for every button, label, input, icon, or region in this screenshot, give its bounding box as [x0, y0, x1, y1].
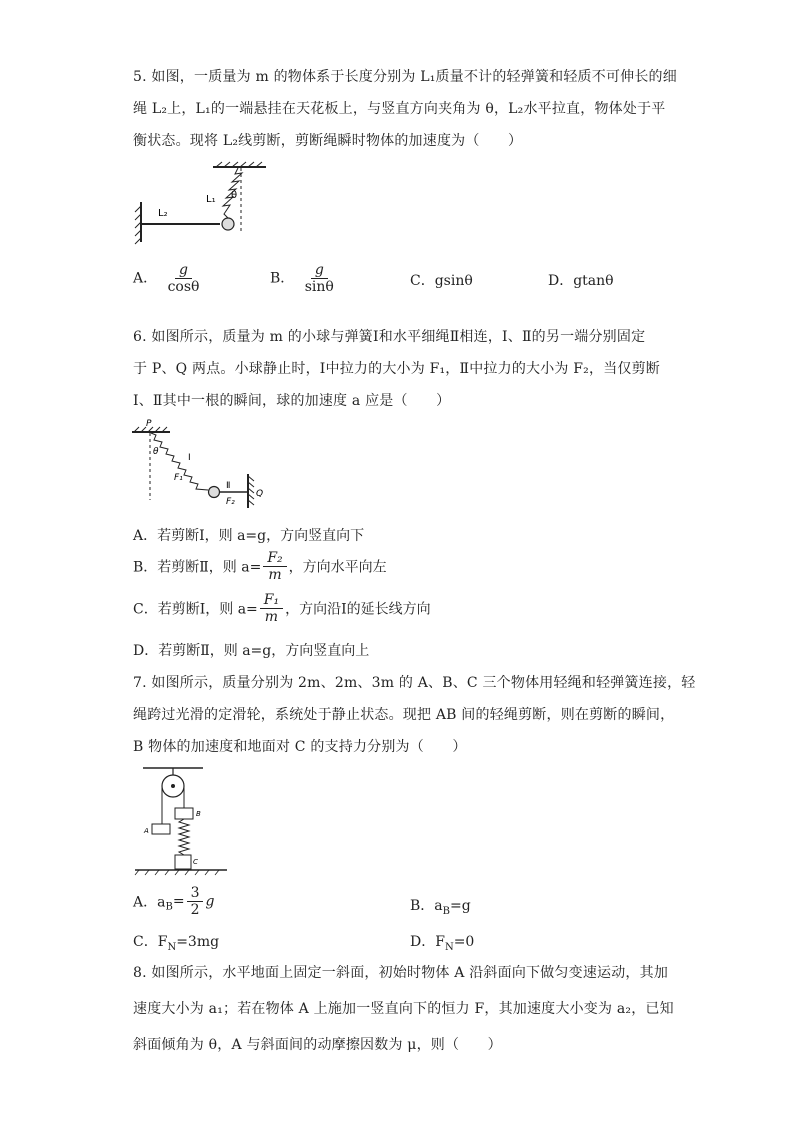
q5-option-b: B． $\frac{g}{\sin\theta}$	[270, 262, 334, 296]
q6-option-c: C．若剪断Ⅰ，则 a= $\frac{\text{F₁}}{m}$ ，方向沿Ⅰ的延长线方向	[133, 592, 431, 626]
q7-label-c: C	[193, 858, 198, 866]
q5-line-3: 衡状态。现将 L₂线剪断，剪断绳瞬时物体的加速度为（ ）	[133, 133, 523, 149]
q5-option-d: D．gtanθ	[548, 273, 614, 289]
q8-line-1: 8. 如图所示，水平地面上固定一斜面，初始时物体 A 沿斜面向下做匀变速运动，其加	[133, 965, 669, 981]
q7-option-b: B．$a_B=g$	[410, 898, 471, 917]
q5-line-2: 绳 L₂上，L₁的一端悬挂在天花板上，与竖直方向夹角为 θ，L₂水平拉直，物体处于平	[133, 101, 666, 117]
q6-option-a: A．若剪断Ⅰ，则 a=g，方向竖直向下	[133, 528, 365, 544]
q7-figure	[135, 762, 230, 877]
q6-option-b: B．若剪断Ⅱ，则 a= $\frac{\text{F₂}}{m}$ ，方向水平向左	[133, 550, 387, 584]
q6-option-d: D．若剪断Ⅱ，则 a=g，方向竖直向上	[133, 643, 370, 659]
q5-label-theta: θ	[231, 190, 238, 201]
q7-label-b: B	[196, 810, 201, 818]
q7-line-2: 绳跨过光滑的定滑轮，系统处于静止状态。现把 AB 间的轻绳剪断，则在剪断的瞬间，	[133, 707, 675, 723]
q6-line-3: Ⅰ、Ⅱ其中一根的瞬间，球的加速度 a 应是（ ）	[133, 393, 451, 409]
q5-figure	[128, 162, 278, 252]
q8-line-2: 速度大小为 a₁；若在物体 A 上施加一竖直向下的恒力 F，其加速度大小变为 a₂，已知	[133, 1001, 674, 1017]
q5-label-l1: L₁	[206, 194, 216, 205]
q6-label-f2: F₂	[226, 497, 235, 507]
q5-option-c: C．gsinθ	[410, 273, 473, 289]
q7-option-d: D．$F_N=0$	[410, 934, 475, 953]
q6-label-p: P	[146, 419, 152, 429]
q5-line-1: 5. 如图，一质量为 m 的物体系于长度分别为 L₁质量不计的轻弹簧和轻质不可伸长的细	[133, 69, 677, 85]
q6-label-ii: Ⅱ	[226, 481, 231, 491]
q6-label-theta: θ	[153, 447, 159, 457]
q7-line-1: 7. 如图所示，质量分别为 2m、2m、3m 的 A、B、C 三个物体用轻绳和轻弹簧连接，轻	[133, 675, 696, 691]
q6-figure	[130, 418, 270, 510]
q8-line-3: 斜面倾角为 θ，A 与斜面间的动摩擦因数为 μ，则（ ）	[133, 1037, 502, 1053]
q7-option-c: C．$F_N=3mg$	[133, 934, 220, 953]
q7-line-3: B 物体的加速度和地面对 C 的支持力分别为（ ）	[133, 739, 467, 755]
q6-line-2: 于 P、Q 两点。小球静止时，Ⅰ中拉力的大小为 F₁，Ⅱ中拉力的大小为 F₂，当仅剪断	[133, 361, 660, 377]
q6-line-1: 6. 如图所示，质量为 m 的小球与弹簧Ⅰ和水平细绳Ⅱ相连，Ⅰ、Ⅱ的另一端分别固定	[133, 329, 646, 345]
q5-option-a: A． $\frac{g}{\cos\theta}$	[133, 262, 200, 296]
q6-label-q: Q	[256, 489, 264, 499]
q6-label-f1: F₁	[174, 473, 183, 483]
q6-label-i: I	[188, 453, 191, 463]
q5-label-l2: L₂	[158, 208, 168, 219]
q7-option-a: A．$a_B=$ $\frac{3}{2}$ g	[133, 885, 215, 919]
q7-label-a: A	[144, 827, 149, 835]
